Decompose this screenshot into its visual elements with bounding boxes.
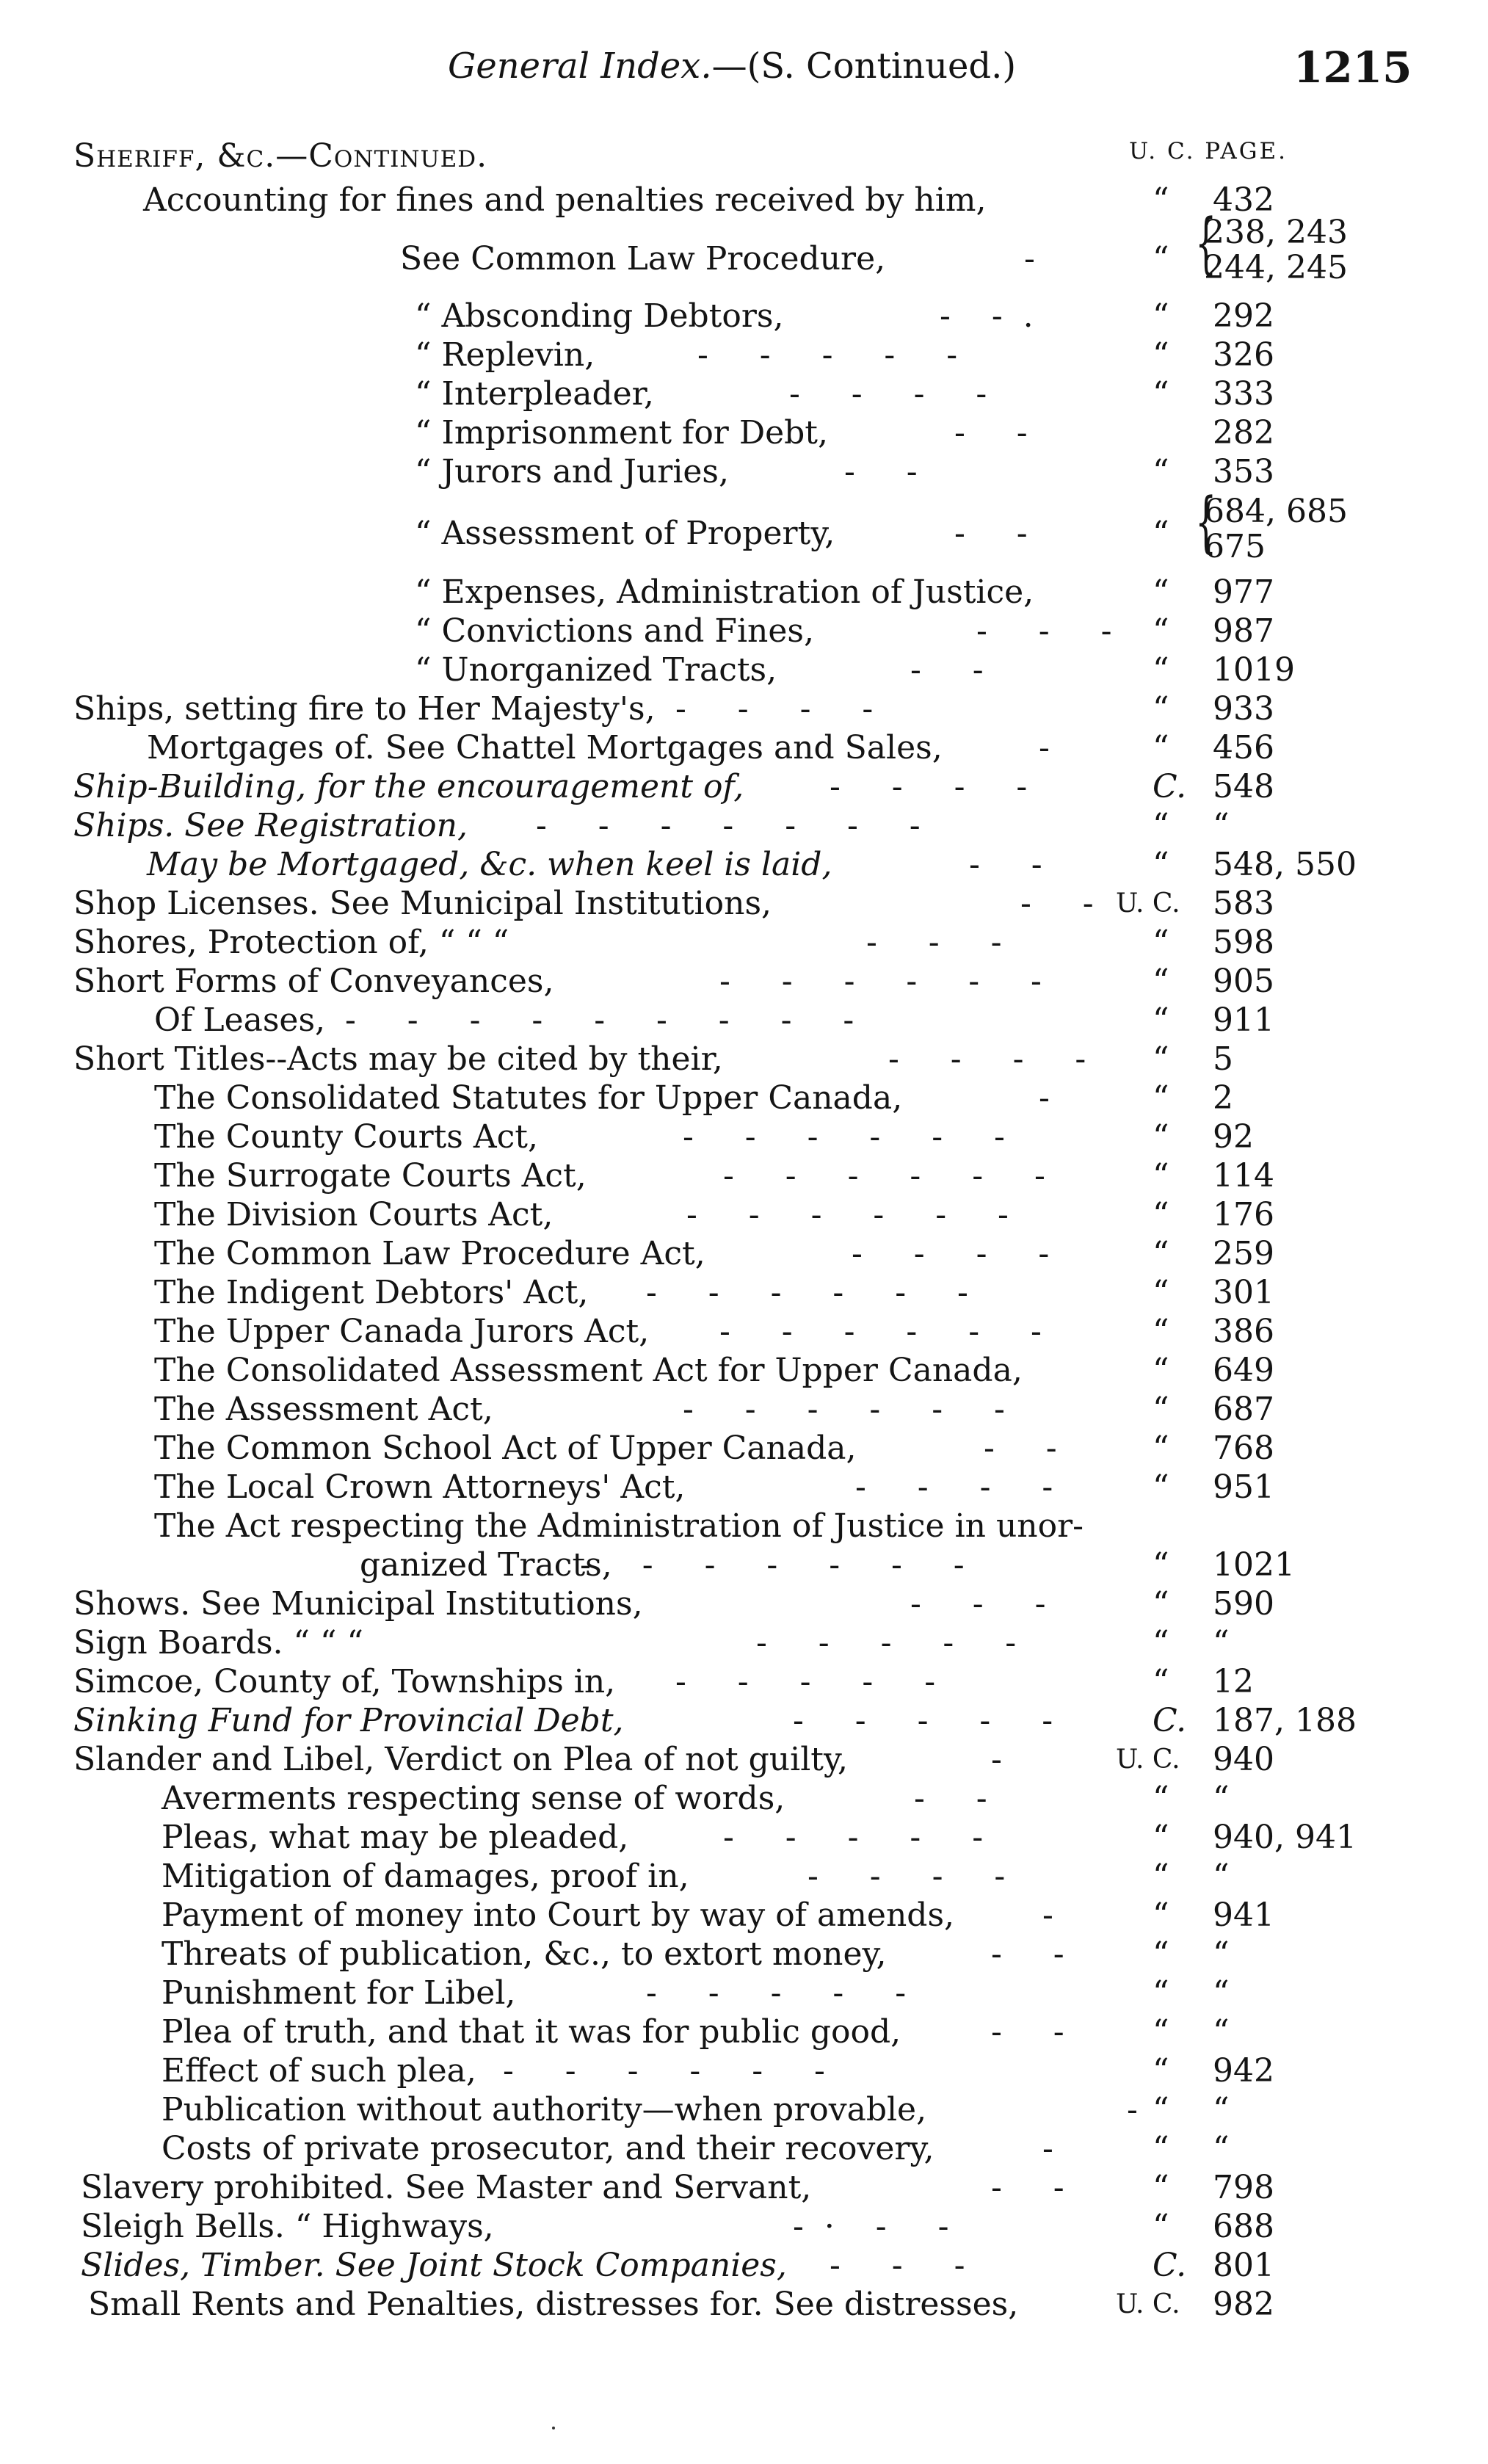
entry-text: Shop Licenses. See Municipal Institutions, (73, 885, 772, 922)
entry-text: The Surrogate Courts Act, (154, 1157, 587, 1195)
ditto-mark: “ (1153, 1819, 1169, 1856)
ditto-mark: “ (1153, 2130, 1169, 2167)
index-line (0, 1662, 1488, 1701)
entry-text: Short Forms of Conveyances, (73, 963, 554, 1000)
leader-dashes: - - (969, 846, 1042, 883)
entry-text: Shores, Protection of, “ “ “ (73, 924, 509, 961)
entry-text: Ship-Building, for the encouragement of, (73, 768, 744, 805)
page-ref: 432 (1213, 181, 1274, 219)
page-ref: 1021 (1213, 1546, 1295, 1584)
leader-dashes: - - - - (675, 690, 874, 728)
ditto-mark: “ (1153, 651, 1169, 689)
ditto-mark: “ (1153, 924, 1169, 961)
leader-dashes: - (1039, 1079, 1050, 1117)
page-ref: 982 (1213, 2286, 1274, 2323)
entry-text: Plea of truth, and that it was for public good, (161, 2013, 901, 2051)
leader-dashes: - - - (976, 612, 1112, 650)
entry-text: Short Titles--Acts may be cited by their, (73, 1040, 723, 1078)
ditto-mark: “ (1153, 573, 1169, 611)
page-ref: 238, 243 (1204, 214, 1348, 251)
index-line (0, 1117, 1488, 1156)
page-ref: 649 (1213, 1352, 1274, 1389)
page-ref: 301 (1213, 1274, 1274, 1311)
page-ref: 326 (1213, 336, 1274, 374)
page-ref: 282 (1213, 414, 1274, 452)
entry-text: The Assessment Act, (154, 1391, 493, 1428)
entry-text: Slander and Libel, Verdict on Plea of not guilty, (73, 1741, 848, 1778)
leader-dashes: - - - - (852, 1235, 1050, 1272)
ditto-mark: “ (1153, 2052, 1169, 2090)
ditto-mark: “ (1153, 1468, 1169, 1506)
ditto-mark: “ (1153, 1196, 1169, 1233)
ditto-mark: “ (1153, 807, 1169, 844)
leader-dashes: - - (914, 1780, 987, 1817)
ditto-mark: “ (1153, 336, 1169, 374)
index-line (0, 2051, 1488, 2090)
leader-dashes: - - - - - - (719, 963, 1042, 1000)
entry-text: The Local Crown Attorneys' Act, (154, 1468, 686, 1506)
ditto-mark: “ (1153, 963, 1169, 1000)
ditto-mark: “ (1153, 1040, 1169, 1078)
leader-dashes: - (1042, 1896, 1053, 1934)
page-ref: 353 (1213, 453, 1274, 490)
leader-dashes: - - - (830, 2247, 965, 2284)
page-ref: 333 (1213, 375, 1274, 413)
index-line (0, 1390, 1488, 1429)
entry-text: Threats of publication, &c., to extort money, (161, 1935, 887, 1973)
ditto-mark: U. C. (1116, 2289, 1180, 2319)
page-ref: 941 (1213, 1896, 1274, 1934)
index-line (0, 806, 1488, 845)
page-number: 1215 (1293, 43, 1412, 93)
entry-text: The Consolidated Assessment Act for Upper Canada, (154, 1352, 1023, 1389)
leader-dashes: - - (1020, 885, 1094, 922)
ditto-mark: U. C. (1116, 888, 1180, 918)
leader-dashes: - - - - - - - (536, 807, 921, 844)
ditto-mark: “ (1153, 1430, 1169, 1467)
ditto-mark: “ (1153, 453, 1169, 490)
page-ref: 684, 685 (1204, 493, 1348, 530)
entry-text: Sleigh Bells. “ Highways, (81, 2208, 494, 2245)
page-speck (552, 2427, 555, 2429)
ditto-mark: “ (1153, 2091, 1169, 2128)
page-ref: “ (1213, 2013, 1230, 2051)
ditto-mark: “ (1153, 1235, 1169, 1272)
page-ref: 244, 245 (1204, 249, 1348, 286)
entry-text: The Upper Canada Jurors Act, (154, 1313, 650, 1350)
entry-text: The Indigent Debtors' Act, (154, 1274, 589, 1311)
entry-text: Effect of such plea, (161, 2052, 476, 2090)
ditto-mark: “ (1153, 240, 1169, 278)
entry-text: The Division Courts Act, (154, 1196, 554, 1233)
index-line (0, 1351, 1488, 1390)
page-ref: 1019 (1213, 651, 1295, 689)
leader-dashes: - - (991, 2013, 1064, 2051)
index-line (0, 1273, 1488, 1312)
ditto-mark: “ (1153, 1780, 1169, 1817)
ditto-mark: “ (1153, 297, 1169, 335)
index-line (0, 413, 1488, 452)
leader-dashes: - - - - - - (723, 1157, 1045, 1195)
page-ref: 951 (1213, 1468, 1274, 1506)
index-line (0, 1312, 1488, 1351)
index-line (0, 2090, 1488, 2129)
ditto-mark: “ (1153, 1974, 1169, 2012)
index-line (0, 728, 1488, 767)
page-ref: “ (1213, 1780, 1230, 1817)
entry-text: Shows. See Municipal Institutions, (73, 1585, 643, 1623)
page-ref: 176 (1213, 1196, 1274, 1233)
page-ref: 114 (1213, 1157, 1274, 1195)
entry-text: Slides, Timber. See Joint Stock Companies, (81, 2247, 787, 2284)
page-ref: 456 (1213, 729, 1274, 767)
page-ref: 798 (1213, 2169, 1274, 2206)
leader-dashes: - - (844, 453, 918, 490)
ditto-mark: “ (1153, 729, 1169, 767)
ditto-mark: “ (1153, 1858, 1169, 1895)
entry-text: Small Rents and Penalties, distresses for. See distresses, (88, 2286, 1019, 2323)
brace-mark: { (1195, 484, 1216, 561)
entry-text: Payment of money into Court by way of amends, (161, 1896, 955, 1934)
page-ref: 688 (1213, 2208, 1274, 2245)
index-line (0, 1040, 1488, 1079)
entry-text: “ Expenses, Administration of Justice, (415, 573, 1034, 611)
index-line (0, 651, 1488, 689)
entry-text: “ Absconding Debtors, (415, 297, 784, 335)
index-line (0, 2207, 1488, 2246)
leader-dashes: - - (991, 2169, 1064, 2206)
entry-text: “ Jurors and Juries, (415, 453, 729, 490)
index-line (0, 1429, 1488, 1468)
leader-dashes: - - - - (830, 768, 1028, 805)
page-ref: 942 (1213, 2052, 1274, 2090)
index-line (0, 374, 1488, 413)
ditto-mark: C. (1153, 768, 1187, 805)
page-ref: 598 (1213, 924, 1274, 961)
entry-text: Slavery prohibited. See Master and Servant, (81, 2169, 812, 2206)
page-ref: 548 (1213, 768, 1274, 805)
ditto-mark: “ (1153, 1001, 1169, 1039)
page-ref: 187, 188 (1213, 1702, 1357, 1739)
index-line (0, 1740, 1488, 1779)
page-ref: 92 (1213, 1118, 1254, 1156)
leader-dashes: - - - - - (646, 1974, 907, 2012)
ditto-mark: “ (1153, 375, 1169, 413)
index-line (0, 2246, 1488, 2285)
index-line (0, 1079, 1488, 1117)
leader-dashes: - (1042, 2130, 1053, 2167)
leader-dashes: - - - - - - (503, 2052, 825, 2090)
page-ref: 940, 941 (1213, 1819, 1357, 1856)
ditto-mark: “ (1153, 2169, 1169, 2206)
ditto-mark: “ (1153, 2208, 1169, 2245)
index-line (0, 1818, 1488, 1857)
ditto-mark: “ (1153, 612, 1169, 650)
leader-dashes: - - - - (807, 1858, 1006, 1895)
page-ref: “ (1213, 807, 1230, 844)
page-ref: “ (1213, 2091, 1230, 2128)
page-ref: 259 (1213, 1235, 1274, 1272)
ditto-mark: C. (1153, 2247, 1187, 2284)
entry-text: Costs of private prosecutor, and their recovery, (161, 2130, 934, 2167)
ditto-mark: “ (1153, 690, 1169, 728)
leader-dashes: - - - (866, 924, 1002, 961)
leader-dashes: - - - - - - - (580, 1546, 965, 1584)
page-ref: 987 (1213, 612, 1274, 650)
entry-text: “ Convictions and Fines, (415, 612, 814, 650)
entry-text: “ Replevin, (415, 336, 595, 374)
leader-dashes: - - - - - - (683, 1118, 1005, 1156)
index-line (0, 573, 1488, 612)
leader-dashes: - (991, 1741, 1002, 1778)
entry-text: Simcoe, County of, Townships in, (73, 1663, 616, 1700)
page-ref: 940 (1213, 1741, 1274, 1778)
index-line (0, 884, 1488, 923)
entry-text: Of Leases, (154, 1001, 326, 1039)
ditto-mark: “ (1153, 846, 1169, 883)
ditto-mark: “ (1153, 1585, 1169, 1623)
running-title (448, 46, 1016, 87)
leader-dashes: - - - - - (697, 336, 958, 374)
entry-text: Mortgages of. See Chattel Mortgages and Sales, (147, 729, 943, 767)
ditto-mark: “ (1153, 1274, 1169, 1311)
page-ref: 583 (1213, 885, 1274, 922)
page-ref: “ (1213, 2130, 1230, 2167)
index-line (0, 1195, 1488, 1234)
page-ref: 911 (1213, 1001, 1274, 1039)
index-line (0, 1234, 1488, 1273)
index-line (0, 2012, 1488, 2051)
page-ref: 590 (1213, 1585, 1274, 1623)
page-ref: 977 (1213, 573, 1274, 611)
ditto-mark: “ (1153, 181, 1169, 219)
index-line (0, 962, 1488, 1001)
leader-dashes: - (1039, 729, 1050, 767)
page-ref: 5 (1213, 1040, 1233, 1078)
entry-text: The County Courts Act, (154, 1118, 538, 1156)
running-title-italic: General Index. (448, 46, 712, 87)
page-ref: 675 (1204, 528, 1266, 565)
index-line (0, 1896, 1488, 1935)
ditto-mark: C. (1153, 1702, 1187, 1739)
entry-text: Punishment for Libel, (161, 1974, 516, 2012)
entry-text: See Common Law Procedure, (400, 240, 886, 278)
leader-dashes: - - - (910, 1585, 1046, 1623)
index-line (0, 452, 1488, 491)
entry-text: Sheriff, &c.—Continued. (73, 137, 488, 175)
page-ref: 2 (1213, 1079, 1233, 1117)
leader-dashes: - - - - - - (683, 1391, 1005, 1428)
entry-text: The Common Law Procedure Act, (154, 1235, 705, 1272)
entry-text: “ Unorganized Tracts, (415, 651, 777, 689)
index-line (0, 1468, 1488, 1507)
entry-text: Averments respecting sense of words, (161, 1780, 785, 1817)
ditto-mark: “ (1153, 1391, 1169, 1428)
brace-line (0, 213, 1488, 252)
column-heading: U. C. PAGE. (1129, 138, 1288, 164)
ditto-mark: “ (1153, 1118, 1169, 1156)
index-line (0, 1001, 1488, 1040)
leader-dashes: - (1024, 240, 1035, 278)
index-line (0, 1935, 1488, 1974)
ditto-mark: “ (1153, 1079, 1169, 1117)
entry-text: Sign Boards. “ “ “ (73, 1624, 363, 1662)
page-ref: 548, 550 (1213, 846, 1357, 883)
index-line (0, 2129, 1488, 2168)
page-ref: 933 (1213, 690, 1274, 728)
leader-dashes: - - - - - (756, 1624, 1017, 1662)
page-ref: “ (1213, 1974, 1230, 2012)
page-ref: “ (1213, 1624, 1230, 1662)
leader-dashes: - - (954, 515, 1028, 552)
ditto-mark: “ (1153, 1546, 1169, 1584)
entry-text: The Act respecting the Administration of Justice in unor- (154, 1507, 1084, 1545)
leader-dashes: - - - - - - (646, 1274, 968, 1311)
brace-line (0, 492, 1488, 531)
leader-dashes: - - - - - - (719, 1313, 1042, 1350)
page-ref: 687 (1213, 1391, 1274, 1428)
leader-dashes: - - - - - (675, 1663, 936, 1700)
entry-text: Ships. See Registration, (73, 807, 468, 844)
entry-text: “ Interpleader, (415, 375, 654, 413)
index-line (0, 767, 1488, 806)
page-ref: 386 (1213, 1313, 1274, 1350)
ditto-mark: “ (1153, 1896, 1169, 1934)
index-line (0, 2285, 1488, 2324)
leader-dashes: - - - - (855, 1468, 1053, 1506)
leader-dashes: - - (991, 1935, 1064, 1973)
index-line (0, 1546, 1488, 1584)
leader-dashes: - - (954, 414, 1028, 452)
leader-dashes: - - (984, 1430, 1057, 1467)
ditto-mark: “ (1153, 1663, 1169, 1700)
page-ref: “ (1213, 1858, 1230, 1895)
entry-text: The Common School Act of Upper Canada, (154, 1430, 857, 1467)
index-line (0, 336, 1488, 374)
page-ref: 12 (1213, 1663, 1254, 1700)
index-line (0, 137, 1488, 175)
index-line (0, 923, 1488, 962)
index-line (0, 845, 1488, 884)
ditto-mark: U. C. (1116, 1744, 1180, 1775)
entry-text: Ships, setting fire to Her Majesty's, (73, 690, 656, 728)
leader-dashes: - - - - (789, 375, 987, 413)
ditto-mark: “ (1153, 2013, 1169, 2051)
entry-text: Accounting for fines and penalties received by him, (143, 181, 987, 219)
entry-text: “ Assessment of Property, (415, 515, 835, 552)
page-header (0, 43, 1488, 97)
leader-dashes: - (1127, 2091, 1138, 2128)
leader-dashes: - - (910, 651, 984, 689)
leader-dashes: - - - - - - - - - (345, 1001, 854, 1039)
leader-dashes: - - - - - - (686, 1196, 1009, 1233)
running-title-rest: —(S. Continued.) (711, 46, 1017, 87)
entry-text: Mitigation of damages, proof in, (161, 1858, 689, 1895)
index-line (0, 689, 1488, 728)
leader-dashes: - - - - - (723, 1819, 984, 1856)
ditto-mark: “ (1153, 1157, 1169, 1195)
ditto-mark: “ (1153, 1935, 1169, 1973)
brace-line (0, 248, 1488, 287)
page-ref: 292 (1213, 297, 1274, 335)
ditto-mark: “ (1153, 1313, 1169, 1350)
leader-dashes: - - - - - (793, 1702, 1053, 1739)
index-line (0, 2168, 1488, 2207)
index-line (0, 1584, 1488, 1623)
entry-text: ganized Tracts, (360, 1546, 612, 1584)
page-ref: 801 (1213, 2247, 1274, 2284)
entry-text: The Consolidated Statutes for Upper Canada, (154, 1079, 903, 1117)
index-line (0, 297, 1488, 336)
entry-text: May be Mortgaged, &c. when keel is laid, (147, 846, 832, 883)
leader-dashes: - - - - (888, 1040, 1086, 1078)
index-line (0, 1623, 1488, 1662)
index-line (0, 1701, 1488, 1740)
index-line (0, 612, 1488, 651)
page-ref: 905 (1213, 963, 1274, 1000)
entry-text: Sinking Fund for Provincial Debt, (73, 1702, 624, 1739)
page-ref: 768 (1213, 1430, 1274, 1467)
ditto-mark: “ (1153, 1352, 1169, 1389)
entry-text: Pleas, what may be pleaded, (161, 1819, 629, 1856)
entry-text: “ Imprisonment for Debt, (415, 414, 828, 452)
ditto-mark: “ (1153, 515, 1169, 552)
page-ref: “ (1213, 1935, 1230, 1973)
brace-line (0, 527, 1488, 566)
brace-mark: { (1195, 205, 1216, 282)
leader-dashes: - · - - (793, 2208, 949, 2245)
entry-text: Publication without authority—when provable, (161, 2091, 927, 2128)
leader-dashes: - - . (940, 297, 1034, 335)
index-line (0, 1507, 1488, 1546)
index-line (0, 1974, 1488, 2012)
index-line (0, 1779, 1488, 1818)
ditto-mark: “ (1153, 1624, 1169, 1662)
index-line (0, 1857, 1488, 1896)
index-line (0, 1156, 1488, 1195)
